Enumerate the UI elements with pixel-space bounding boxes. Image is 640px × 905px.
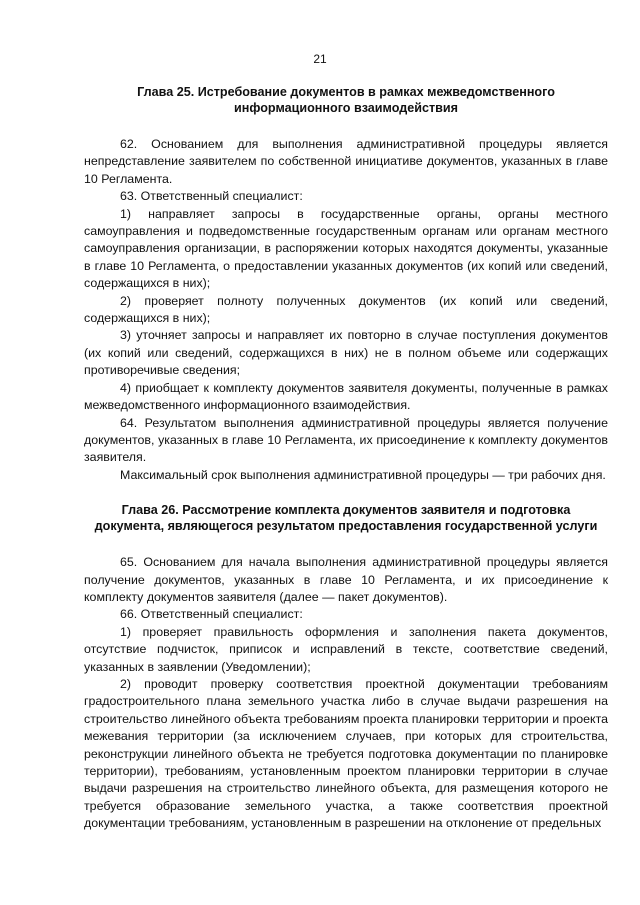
paragraph-63-item-2: 2) проверяет полноту полученных документов (их копий или сведений, содержащихся в них); bbox=[84, 293, 608, 326]
paragraph-66-item-1: 1) проверяет правильность оформления и заполнения пакета документов, отсутствие подчисток, приписок и исправлений в тексте, соответствие сведений, указанных в заявлении (Уведомлении); bbox=[84, 624, 608, 674]
document-body bbox=[84, 80, 608, 833]
paragraph-66: 66. Ответственный специалист: bbox=[120, 607, 303, 622]
paragraph-63-item-3: 3) уточняет запросы и направляет их повторно в случае поступления документов (их копий или сведений, содержащихся в них) не в полном объеме или содержащих противоречивые сведения; bbox=[84, 328, 608, 378]
chapter-26-heading: Глава 26. Рассмотрение комплекта документов заявителя и подготовка документа, являющегося результатом предоставления государственной услуги bbox=[94, 503, 598, 534]
page-number: 21 bbox=[313, 52, 327, 66]
paragraph-63-item-4: 4) приобщает к комплекту документов заявителя документы, полученные в рамках межведомственного информационного взаимодействия. bbox=[84, 380, 608, 413]
paragraph-63: 63. Ответственный специалист: bbox=[120, 189, 303, 204]
paragraph-62: 62. Основанием для выполнения административной процедуры является непредставление заявителем по собственной инициативе документов, указанных в главе 10 Регламента. bbox=[84, 137, 608, 186]
paragraph-64: 64. Результатом выполнения административной процедуры является получение документов, указанных в главе 10 Регламента, их присоединение к комплекту документов заявителя. bbox=[84, 415, 608, 465]
paragraph-65: 65. Основанием для начала выполнения административной процедуры является получение документов, указанных в главе 10 Регламента, и их присоединение к комплекту документов заявителя (далее — пакет документов). bbox=[84, 555, 608, 604]
paragraph-63-item-1: 1) направляет запросы в государственные органы, органы местного самоуправления и подведомственные государственным органам или органам местного самоуправления организации, в распоряжении которых находятся документы, указанные в главе 10 Регламента, о предоставлении указанных документов (их копий или сведений, содержащихся в них); bbox=[84, 206, 608, 291]
chapter-25-heading: Глава 25. Истребование документов в рамках межведомственного информационного взаимодействия bbox=[137, 85, 555, 115]
paragraph-66-item-2: 2) проводит проверку соответствия проектной документации требованиям градостроительного плана земельного участка либо в случае выдачи разрешения на строительство линейного объекта требованиям проекта планировки территории и проекта межевания территории (за исключением случаев, при которых для строительства, реконструкции линейного объекта не требуется подготовка документации по планировке территории), требованиям, установленным проектом планировки территории в случае выдачи разрешения на строительство линейного объекта, для размещения которого не требуется образование земельного участка, а также соответствия проектной документации требованиям, установленным в разрешении на отклонение от предельных bbox=[84, 676, 608, 831]
paragraph-max-term: Максимальный срок выполнения административной процедуры — три рабочих дня. bbox=[120, 467, 606, 482]
